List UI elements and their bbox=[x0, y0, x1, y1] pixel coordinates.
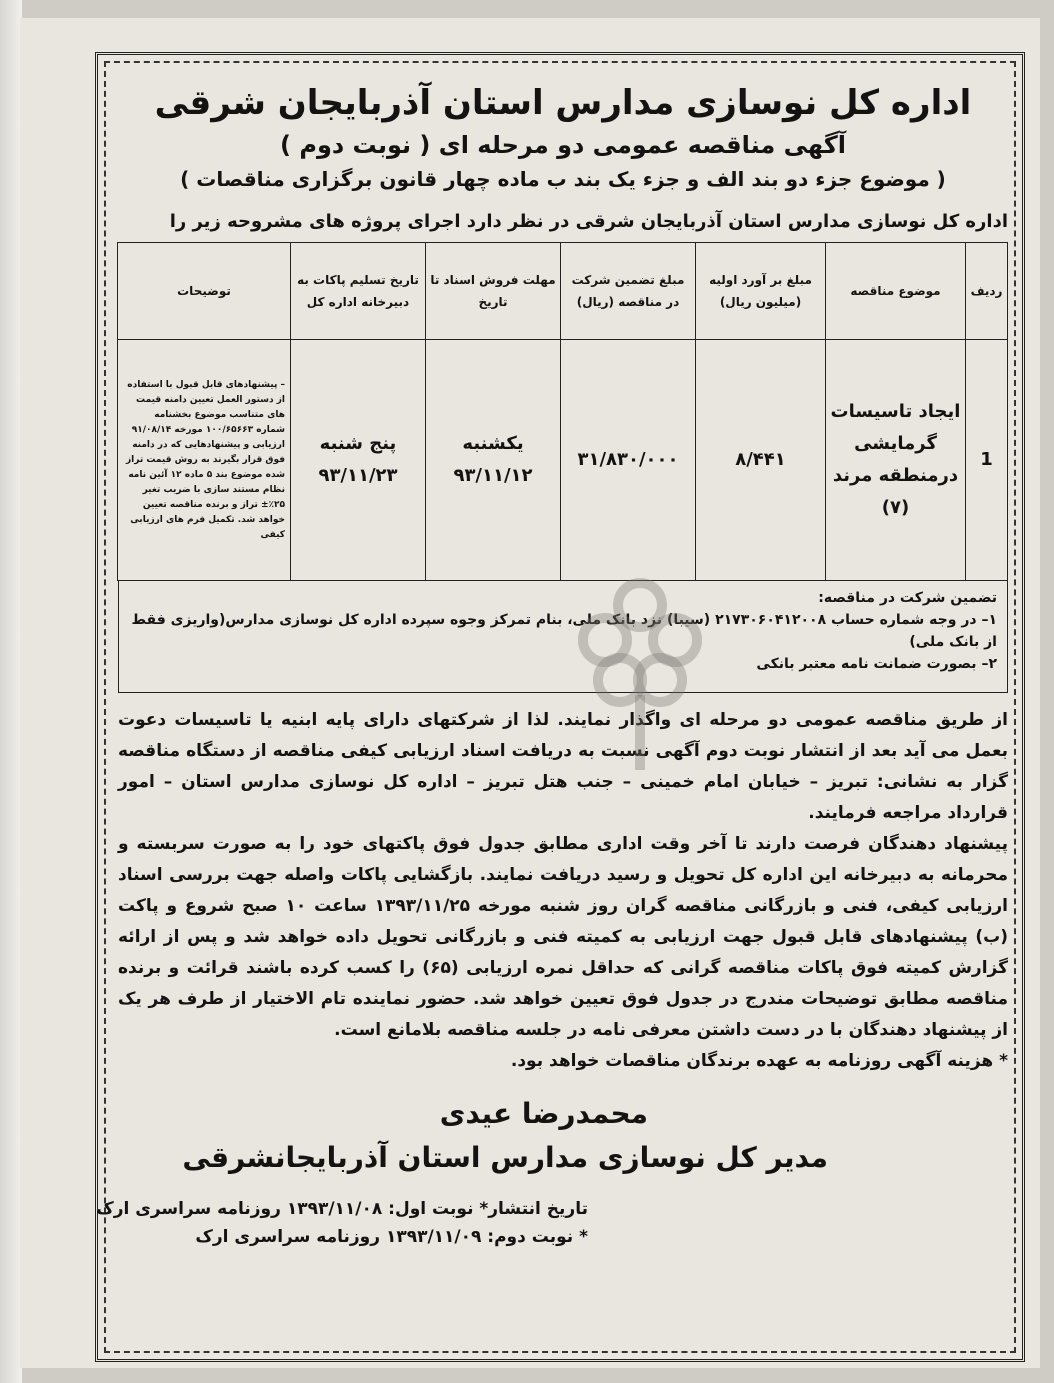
ad-body bbox=[118, 705, 1008, 1077]
ad-subject-line: ( موضوع جزء دو بند الف و جزء یک بند ب ماده چهار قانون برگزاری مناقصات ) bbox=[180, 167, 946, 191]
cell-notes: – پیشنهادهای قابل قبول با استفاده از دستور العمل تعیین دامنه قیمت های متناسب موضوع بخشنامه شماره ۱۰۰/۶۵۶۶۳ مورخه ۹۱/۰۸/۱۴ ارزیابی و پیشنهادهایی که در دامنه فوق قرار بگیرند به روش قیمت تراز شده موضوع بند ۵ ماده ۱۲ آئین نامه نظام مستند سازی با ضریب تغیر ۲۵٪± تراز و برنده مناقصه تعیین خواهد شد. تکمیل فرم های ارزیابی کیفی bbox=[118, 340, 291, 581]
header-row-number: ردیف bbox=[966, 243, 1008, 340]
header-delivery-date: تاریخ تسلیم پاکات به دبیرخانه اداره کل bbox=[291, 243, 426, 340]
body-paragraph-2: پیشنهاد دهندگان فرصت دارند تا آخر وقت اداری مطابق جدول فوق پاکتهای خود را به صورت سربسته و محرمانه به دبیرخانه این اداره کل تحویل و رسید دریافت نمایند. بازگشایی پاکات واصله جهت بررسی اسناد ارزیابی کیفی، فنی و بازرگانی مناقصه گران روز شنبه مورخه ۱۳۹۳/۱۱/۲۵ ساعت ۱۰ صبح شروع و پاکت (ب) پیشنهادهای قابل قبول جهت ارزیابی به کمیته فنی و بازرگانی تحویل داده خواهد شد و پس از ارائه گزارش کمیته فوق پاکات مناقصه گرانی که حداقل نمره ارزیابی (۶۵) را کسب کرده باشند قرائت و برنده مناقصه مطابق توضیحات مندرج در جدول فوق تعیین خواهد شد. حضور نماینده تام الاختیار از طرف هر یک از پیشنهاد دهندگان با در دست داشتن معرفی نامه در جلسه مناقصه بلامانع است. bbox=[118, 834, 1009, 1040]
cell-estimate: ۸/۴۴۱ bbox=[696, 340, 826, 581]
cell-guarantee: ۳۱/۸۳۰/۰۰۰ bbox=[561, 340, 696, 581]
cell-row-number: 1 bbox=[966, 340, 1008, 581]
ad-title: اداره کل نوسازی مدارس استان آذربایجان شرقی bbox=[154, 83, 972, 123]
sale-day: یکشنبه bbox=[462, 433, 524, 454]
sale-date: ۹۳/۱۱/۱۲ bbox=[453, 465, 533, 486]
tender-table bbox=[117, 242, 1008, 581]
header-notes: توضیحات bbox=[118, 243, 291, 340]
table-row bbox=[118, 340, 1008, 581]
guarantee-box bbox=[118, 581, 1008, 693]
signatory-title: مدیر کل نوسازی مدارس استان آذربایجانشرقی bbox=[182, 1141, 828, 1174]
delivery-date: ۹۳/۱۱/۲۳ bbox=[318, 465, 398, 486]
header-estimate: مبلغ بر آورد اولیه (میلیون ریال) bbox=[696, 243, 826, 340]
header-guarantee: مبلغ تضمین شرکت در مناقصه (ریال) bbox=[561, 243, 696, 340]
cell-subject: ایجاد تاسیسات گرمایشی درمنطقه مرند (۷) bbox=[826, 340, 966, 581]
ad-content bbox=[96, 80, 1009, 1251]
header-subject: موضوع مناقصه bbox=[826, 243, 966, 340]
intro-text: اداره کل نوسازی مدارس استان آذربایجان شرقی در نظر دارد اجرای پروژه های مشروحه زیر را bbox=[169, 211, 1008, 232]
body-paragraph-3: * هزینه آگهی روزنامه به عهده برندگان مناقصات خواهد بود. bbox=[510, 1051, 1008, 1071]
guarantee-item-1: ۱– در وجه شماره حساب ۲۱۷۳۰۶۰۴۱۲۰۰۸ (سیبا) نزد بانک ملی، بنام تمرکز وجوه سپرده اداره کل نوسازی مدارس(واریزی فقط از بانک ملی) bbox=[131, 612, 997, 650]
cell-delivery-date bbox=[291, 340, 426, 581]
publication-second: * نوبت دوم: ۱۳۹۳/۱۱/۰۹ روزنامه سراسری ارک bbox=[195, 1227, 588, 1247]
header-sale-deadline: مهلت فروش اسناد تا تاریخ bbox=[426, 243, 561, 340]
table-header-row bbox=[118, 243, 1008, 340]
delivery-day: پنج شنبه bbox=[319, 433, 397, 454]
guarantee-title: تضمین شرکت در مناقصه: bbox=[818, 590, 997, 606]
page-fold-shadow bbox=[0, 0, 22, 1383]
guarantee-item-2: ۲– بصورت ضمانت نامه معتبر بانکی bbox=[756, 656, 997, 672]
ad-subtitle: آگهی مناقصه عمومی دو مرحله ای ( نوبت دوم ) bbox=[280, 131, 846, 159]
signatory-name: محمدرضا عیدی bbox=[439, 1097, 648, 1130]
body-paragraph-1: از طریق مناقصه عمومی دو مرحله ای واگذار نمایند. لذا از شرکتهای دارای پایه ابنیه یا تاسیسات دعوت بعمل می آید بعد از انتشار نوبت دوم آگهی نسبت به دریافت اسناد ارزیابی کیفی مناقصه از دستگاه مناقصه گزار به نشانی: تبریز – خیابان امام خمینی – جنب هتل تبریز – اداره کل نوسازی مدارس استان – امور قرارداد مراجعه فرمایند. bbox=[118, 710, 1008, 823]
publication-dates bbox=[96, 1195, 1008, 1251]
publication-first: تاریخ انتشار* نوبت اول: ۱۳۹۳/۱۱/۰۸ روزنامه سراسری ارک bbox=[96, 1199, 588, 1219]
cell-sale-deadline bbox=[426, 340, 561, 581]
